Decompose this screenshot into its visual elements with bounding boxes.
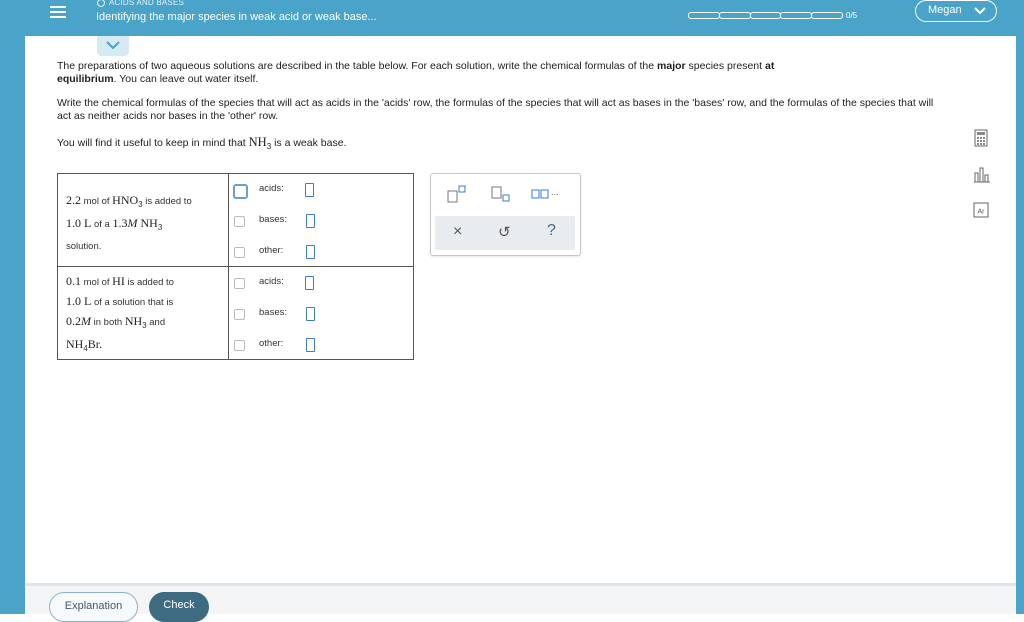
sol1-other-checkbox[interactable] xyxy=(234,247,245,258)
bar-chart-icon[interactable] xyxy=(972,165,992,188)
progress-segment xyxy=(688,12,720,19)
palette-actions xyxy=(435,216,575,250)
solutions-table xyxy=(57,173,414,360)
menu-icon[interactable] xyxy=(50,3,66,19)
progress-segment xyxy=(750,12,782,19)
section-label: ACIDS AND BASES xyxy=(97,0,184,7)
clear-icon[interactable]: × xyxy=(453,223,463,240)
circle-icon xyxy=(97,0,105,7)
left-rail xyxy=(0,0,25,614)
row-label: acids: xyxy=(259,276,284,287)
user-name: Megan xyxy=(928,4,962,16)
row-label: bases: xyxy=(259,214,287,225)
user-menu-button[interactable] xyxy=(915,0,997,22)
sol1-acids-input[interactable] xyxy=(305,183,314,197)
row-label: acids: xyxy=(259,183,284,194)
sol1-bases-input[interactable] xyxy=(306,214,315,228)
sol2-acids-checkbox[interactable] xyxy=(234,278,245,289)
chevron-down-icon xyxy=(106,41,120,50)
sol1-bases-checkbox[interactable] xyxy=(234,216,245,227)
sequence-button[interactable] xyxy=(531,187,571,201)
solution-2-description: 0.1 mol of HI is added to 1.0 L of a solution that is 0.2M in both $NH_3$ and $NH_4Br$. xyxy=(66,274,174,353)
ellipsis-text: ... xyxy=(551,187,559,197)
superscript-icon[interactable] xyxy=(446,184,468,204)
progress-count: 0/5 xyxy=(846,11,858,20)
periodic-table-icon[interactable] xyxy=(972,201,990,224)
undo-icon[interactable]: ↺ xyxy=(498,224,511,241)
row-label: bases: xyxy=(259,307,287,318)
sol2-other-checkbox[interactable] xyxy=(234,340,245,351)
progress-segment xyxy=(780,12,812,19)
chevron-down-icon xyxy=(974,7,986,15)
calculator-icon[interactable] xyxy=(972,129,990,152)
sol2-other-input[interactable] xyxy=(306,338,315,352)
check-button[interactable]: Check xyxy=(149,592,209,622)
sol1-acids-checkbox[interactable] xyxy=(233,184,248,199)
collapse-toggle[interactable] xyxy=(97,36,129,56)
help-icon[interactable]: ? xyxy=(547,222,556,239)
table-column-divider xyxy=(228,174,229,359)
table-row-divider xyxy=(58,266,413,267)
progress-segment xyxy=(811,12,843,19)
page-title: Identifying the major species in weak acid or weak base... xyxy=(96,11,377,23)
sol2-bases-checkbox[interactable] xyxy=(234,309,245,320)
math-palette xyxy=(430,173,581,256)
sol2-bases-input[interactable] xyxy=(306,307,315,321)
instruction-paragraph-2: Write the chemical formulas of the species that will act as acids in the 'acids' row, the formulas of the species that will act as bases in the 'bases' row, and the formulas of the species that will act as neither acids nor bases in the 'other' row. xyxy=(57,97,934,122)
svg-text:Ar: Ar xyxy=(977,208,985,216)
solution-1-description: 2.2 mol of $HNO_3$ is added to 1.0 L of a 1.3M $NH_3$ solution. xyxy=(66,193,192,252)
sol2-acids-input[interactable] xyxy=(305,276,314,290)
subscript-icon[interactable] xyxy=(490,184,512,204)
row-label: other: xyxy=(259,338,284,349)
row-label: other: xyxy=(259,245,284,256)
right-rail xyxy=(1016,0,1024,614)
progress-bar xyxy=(688,12,842,19)
progress-segment xyxy=(719,12,751,19)
explanation-button[interactable]: Explanation xyxy=(49,592,138,622)
instruction-paragraph-3: You will find it useful to keep in mind that $NH_3$ is a weak base. xyxy=(57,135,347,152)
sol1-other-input[interactable] xyxy=(306,245,315,259)
instruction-paragraph-1: The preparations of two aqueous solutions are described in the table below. For each solution, write the chemical formulas of the major species present at equilibrium. You can leave out water itself. xyxy=(57,60,775,85)
